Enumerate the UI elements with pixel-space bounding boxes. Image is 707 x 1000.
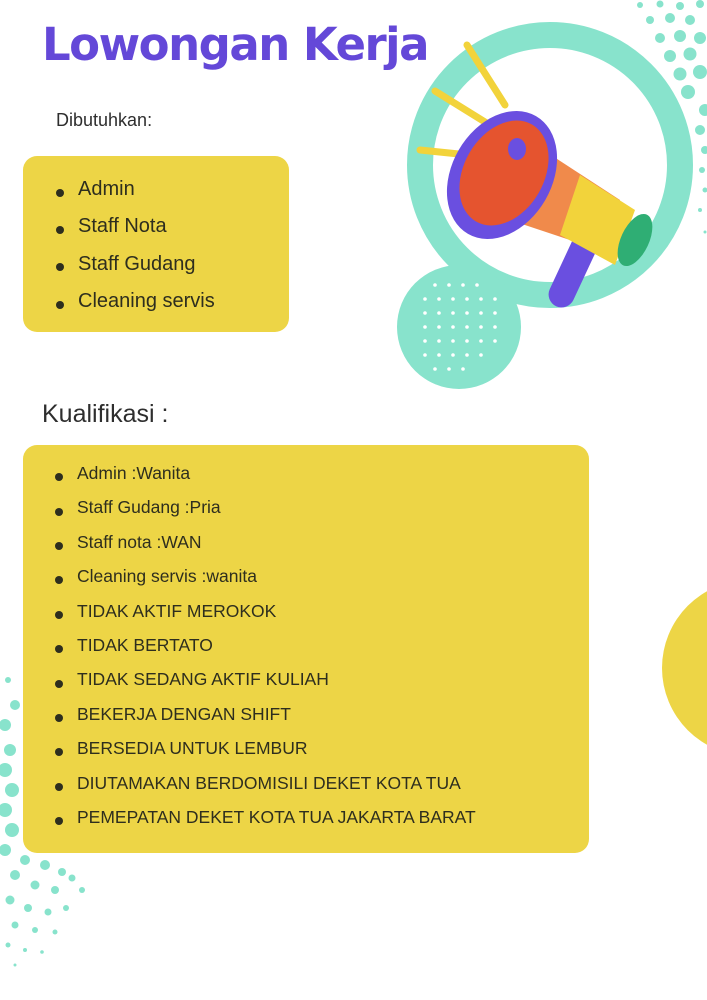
qualifications-heading: Kualifikasi : [42, 400, 169, 428]
megaphone-icon [410, 35, 670, 325]
qualifications-list [55, 460, 476, 838]
list-item: BERSEDIA UNTUK LEMBUR [55, 735, 476, 769]
list-item: BEKERJA DENGAN SHIFT [55, 701, 476, 735]
list-item: TIDAK AKTIF MEROKOK [55, 598, 476, 632]
yellow-half-circle [660, 580, 707, 760]
needed-heading: Dibutuhkan: [56, 110, 153, 130]
list-item: Admin :Wanita [55, 460, 476, 494]
list-item: Admin [56, 174, 215, 211]
page-title: Lowongan Kerja [42, 18, 428, 71]
list-item: Staff Nota [56, 211, 215, 248]
needed-list [56, 174, 215, 323]
list-item: PEMEPATAN DEKET KOTA TUA JAKARTA BARAT [55, 804, 476, 838]
list-item: Staff Gudang :Pria [55, 494, 476, 528]
list-item: Staff Gudang [56, 249, 215, 286]
list-item: TIDAK SEDANG AKTIF KULIAH [55, 666, 476, 700]
list-item: TIDAK BERTATO [55, 632, 476, 666]
list-item: Staff nota :WAN [55, 529, 476, 563]
list-item: DIUTAMAKAN BERDOMISILI DEKET KOTA TUA [55, 770, 476, 804]
list-item: Cleaning servis [56, 286, 215, 323]
list-item: Cleaning servis :wanita [55, 563, 476, 597]
